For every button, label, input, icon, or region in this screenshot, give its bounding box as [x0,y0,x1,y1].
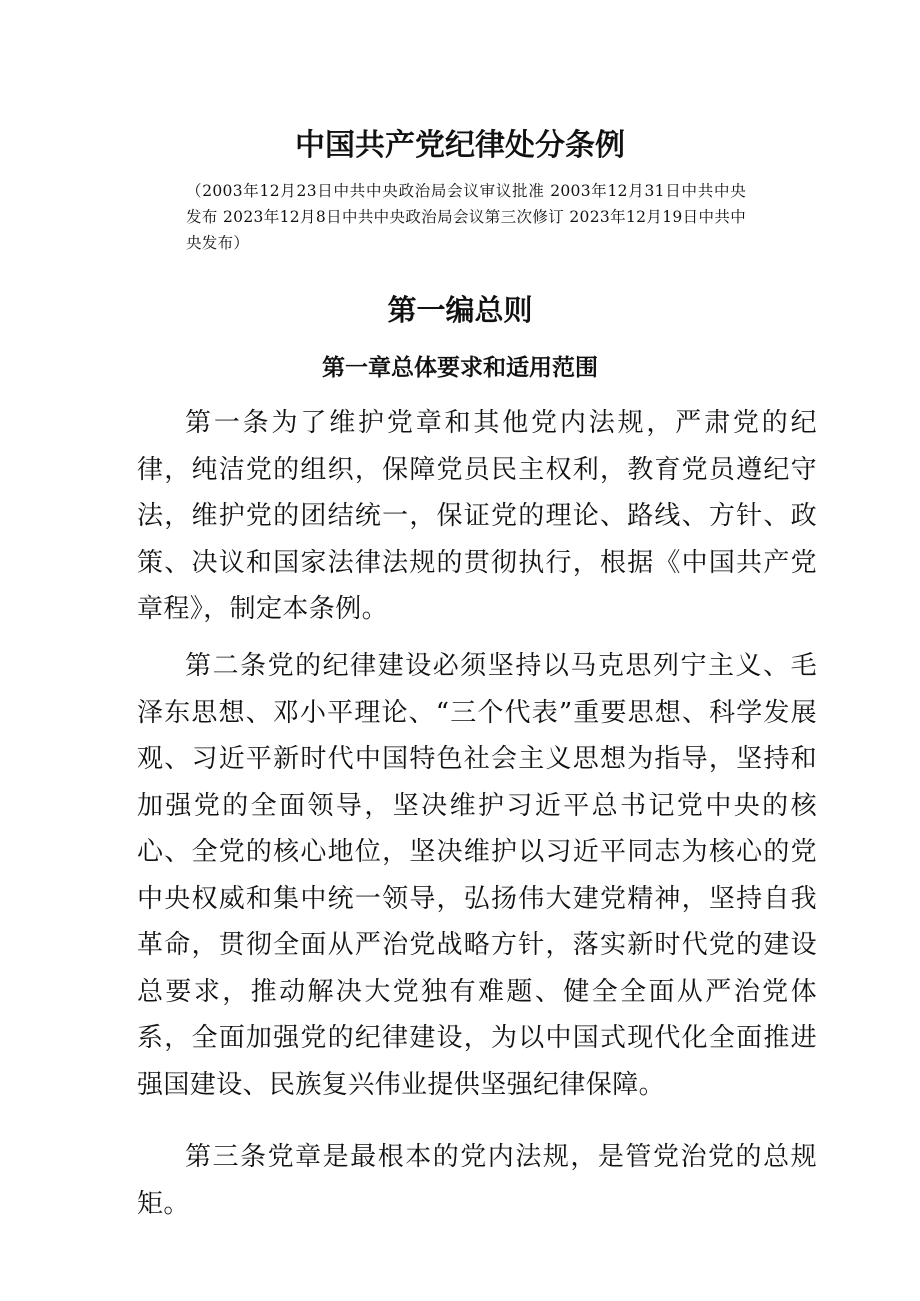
article-1: 第一条为了维护党章和其他党内法规，严肃党的纪律，纯洁党的组织，保障党员民主权利，教育党员遵纪守法，维护党的团结统一，保证党的理论、路线、方针、政策、决议和国家法律法规的贯彻执行，根据《中国共产党章程》，制定本条例。 [137,408,817,624]
article-3: 第三条党章是最根本的党内法规，是管党治党的总规矩。 [137,1142,817,1219]
document-title: 中国共产党纪律处分条例 [295,128,625,163]
document-subtitle: （2003年12月23日中共中央政治局会议审议批准 2003年12月31日中共中央发布 2023年12月8日中共中央政治局会议第三次修订 2023年12月19日中共中央发布） [186,182,746,252]
chapter-heading: 第一章总体要求和适用范围 [322,354,598,381]
article-2: 第二条党的纪律建设必须坚持以马克思列宁主义、毛泽东思想、邓小平理论、“三个代表”重要思想、科学发展观、习近平新时代中国特色社会主义思想为指导，坚持和加强党的全面领导，坚决维护习近平总书记党中央的核心、全党的核心地位，坚决维护以习近平同志为核心的党中央权威和集中统一领导，弘扬伟大建党精神，坚持自我革命，贯彻全面从严治党战略方针，落实新时代党的建设总要求，推动解决大党独有难题、健全全面从严治党体系，全面加强党的纪律建设，为以中国式现代化全面推进强国建设、民族复兴伟业提供坚强纪律保障。 [137,651,817,1100]
part-heading: 第一编总则 [387,293,533,327]
